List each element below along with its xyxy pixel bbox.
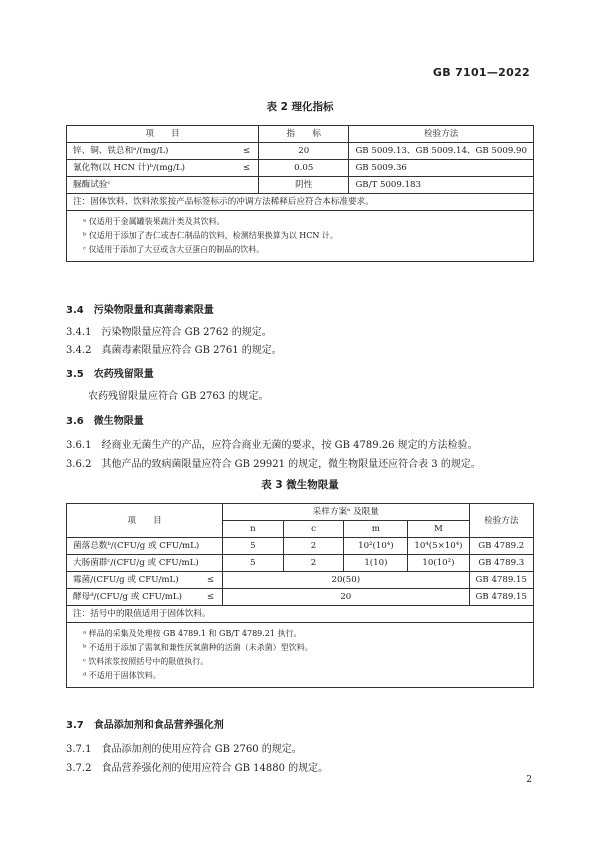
table3-footnote-c: ᶜ 饮料浓浆按照括号中的限值执行。 [83,657,209,666]
table-cell-item: 菌落总数ᵇ/(CFU/g 或 CFU/mL) [67,538,223,555]
table-cell-op: ≤ [201,572,223,589]
table-cell-item: 霉菌/(CFU/g 或 CFU/mL) [67,572,201,589]
table3-header-item: 项 目 [67,504,223,538]
table-row [67,177,534,194]
table-cell-method: GB 4789.15 [469,589,533,606]
section-3-7-heading: 3.7 食品添加剂和食品营养强化剂 [66,720,224,731]
section-3-5-heading: 3.5 农药残留限量 [66,369,154,380]
section-3-7-1: 3.7.1 食品添加剂的使用应符合 GB 2760 的规定。 [66,744,302,755]
table3-footnote-b: ᵇ 不适用于添加了需氧和兼性厌氧菌种的活菌（未杀菌）型饮料。 [83,643,313,652]
table-cell-item: 酵母ᵈ/(CFU/g 或 CFU/mL) [67,589,201,606]
table-cell-value: 20 [223,589,469,606]
table-cell-op: ≤ [237,160,259,177]
table-cell-c: 2 [283,555,344,572]
table3 [66,503,534,688]
table-cell-value: 20 [259,143,349,160]
table2-header-method: 检验方法 [349,126,534,143]
table3-sub-c: c [283,521,344,538]
table2-footnote-c: ᶜ 仅适用于添加了大豆或含大豆蛋白的制品的饮料。 [83,245,265,254]
table-cell-method: GB 4789.15 [469,572,533,589]
table-row [67,555,534,572]
table-cell-method: GB/T 5009.183 [349,177,534,194]
table-cell-m: 1(10) [344,555,408,572]
section-3-6-1: 3.6.1 经商业无菌生产的产品，应符合商业无菌的要求，按 GB 4789.26 规定的方法检验。 [66,440,478,451]
table-cell-item: 氰化物(以 HCN 计)ᵇ/(mg/L) [67,160,237,177]
table2-footnote-a: ᵃ 仅适用于金属罐装果蔬汁类及其饮料。 [83,217,225,226]
section-3-6-2: 3.6.2 其他产品的致病菌限量应符合 GB 29921 的规定，微生物限量还应符合表 3 的规定。 [66,459,481,470]
table-cell-item: 大肠菌群ᶜ/(CFU/g 或 CFU/mL) [67,555,223,572]
table2-header-index: 指 标 [259,126,349,143]
table-cell-value: 20(50) [223,572,469,589]
table3-sub-m: m [344,521,408,538]
table3-footnote-d: ᵈ 不适用于固体饮料。 [83,671,161,680]
table3-header-plan: 采样方案ᵃ 及限量 [223,504,469,521]
table-cell-op: ≤ [201,589,223,606]
table3-footnotes [67,623,534,688]
table-cell-M: 10⁴(5×10⁴) [408,538,469,555]
table3-footnote-a: ᵃ 样品的采集及处理按 GB 4789.1 和 GB/T 4789.21 执行。 [83,629,302,638]
table3-sub-M: M [408,521,469,538]
table3-note: 注：括号中的限值适用于固体饮料。 [67,606,534,623]
table3-sub-n: n [223,521,284,538]
table-row [67,143,534,160]
table-cell-value: 0.05 [259,160,349,177]
table2-note: 注：固体饮料、饮料浓浆按产品标签标示的冲调方法稀释后应符合本标准要求。 [67,194,534,211]
table-cell-method: GB 4789.2 [469,538,533,555]
table2-footnote-b: ᵇ 仅适用于添加了杏仁或杏仁制品的饮料，检测结果换算为以 HCN 计。 [83,231,338,240]
table-cell-n: 5 [223,538,284,555]
table-row [67,160,534,177]
table2-header-item: 项 目 [67,126,259,143]
table3-title: 表 3 微生物限量 [261,479,339,491]
table-cell-value: 阴性 [259,177,349,194]
table-cell-op: ≤ [237,143,259,160]
section-3-4-1: 3.4.1 污染物限量应符合 GB 2762 的规定。 [66,327,272,338]
table2-footnotes [67,211,534,262]
table-cell-op [237,177,259,194]
table-cell-method: GB 5009.36 [349,160,534,177]
table2 [66,125,534,262]
section-3-4-2: 3.4.2 真菌毒素限量应符合 GB 2761 的规定。 [66,345,282,356]
section-3-6-heading: 3.6 微生物限量 [66,416,144,427]
table-cell-item: 锌、铜、铁总和ᵃ/(mg/L) [67,143,237,160]
table-cell-method: GB 5009.13、GB 5009.14、GB 5009.90 [349,143,534,160]
table-cell-m: 10²(10⁴) [344,538,408,555]
table2-title: 表 2 理化指标 [266,101,334,113]
table-cell-item: 脲酶试验ᶜ [67,177,237,194]
table-cell-n: 5 [223,555,284,572]
table-cell-c: 2 [283,538,344,555]
table-row [67,538,534,555]
table-cell-method: GB 4789.3 [469,555,533,572]
table-cell-M: 10(10²) [408,555,469,572]
standard-code: GB 7101—2022 [432,66,530,79]
section-3-5-body: 农药残留限量应符合 GB 2763 的规定。 [88,391,269,402]
table3-header-method: 检验方法 [469,504,533,538]
section-3-4-heading: 3.4 污染物限量和真菌毒素限量 [66,305,214,316]
page-number: 2 [526,775,532,785]
table-row [67,589,534,606]
section-3-7-2: 3.7.2 食品营养强化剂的使用应符合 GB 14880 的规定。 [66,763,329,774]
table-row [67,572,534,589]
